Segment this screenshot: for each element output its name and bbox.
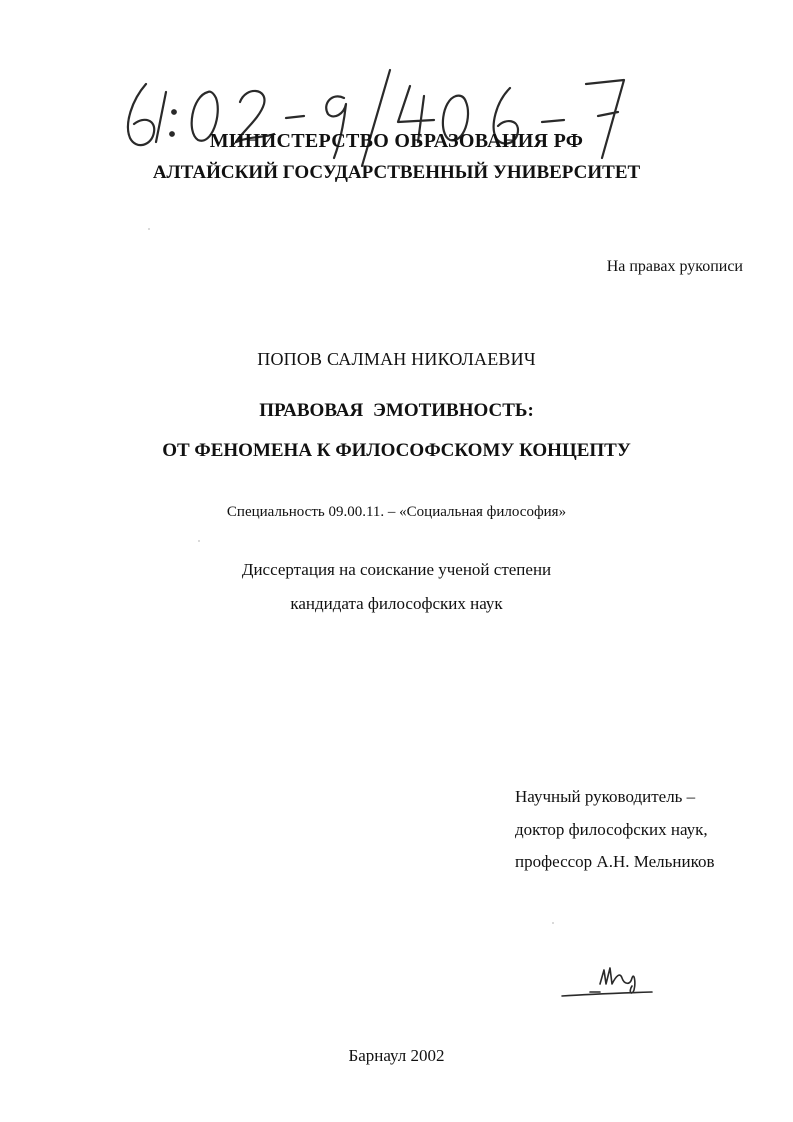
supervisor-signature: [560, 962, 655, 1002]
specialty-line: Специальность 09.00.11. – «Социальная философия»: [226, 504, 567, 520]
ministry-heading: МИНИСТЕРСТВО ОБРАЗОВАНИЯ РФ: [209, 130, 584, 152]
thesis-title-line-2: ОТ ФЕНОМЕНА К ФИЛОСОФСКОМУ КОНЦЕПТУ: [162, 440, 631, 461]
scan-speck: [148, 228, 150, 230]
scan-speck: [198, 540, 200, 542]
city-and-year: Барнаул 2002: [348, 1046, 445, 1065]
dissertation-degree-line-2: кандидата философских наук: [290, 594, 503, 613]
thesis-title-line-1: ПРАВОВАЯ ЭМОТИВНОСТЬ:: [259, 400, 534, 421]
dissertation-degree-line-1: Диссертация на соискание ученой степени: [241, 560, 552, 579]
supervisor-name: профессор А.Н. Мельников: [515, 852, 715, 871]
university-heading: АЛТАЙСКИЙ ГОСУДАРСТВЕННЫЙ УНИВЕРСИТЕТ: [152, 162, 641, 183]
handwritten-archive-number: [118, 62, 638, 172]
author-name: ПОПОВ САЛМАН НИКОЛАЕВИЧ: [257, 349, 536, 369]
supervisor-role: Научный руководитель –: [515, 787, 696, 806]
supervisor-degree: доктор философских наук,: [515, 820, 708, 839]
scan-speck: [552, 922, 554, 924]
rights-note: На правах рукописи: [606, 258, 743, 275]
